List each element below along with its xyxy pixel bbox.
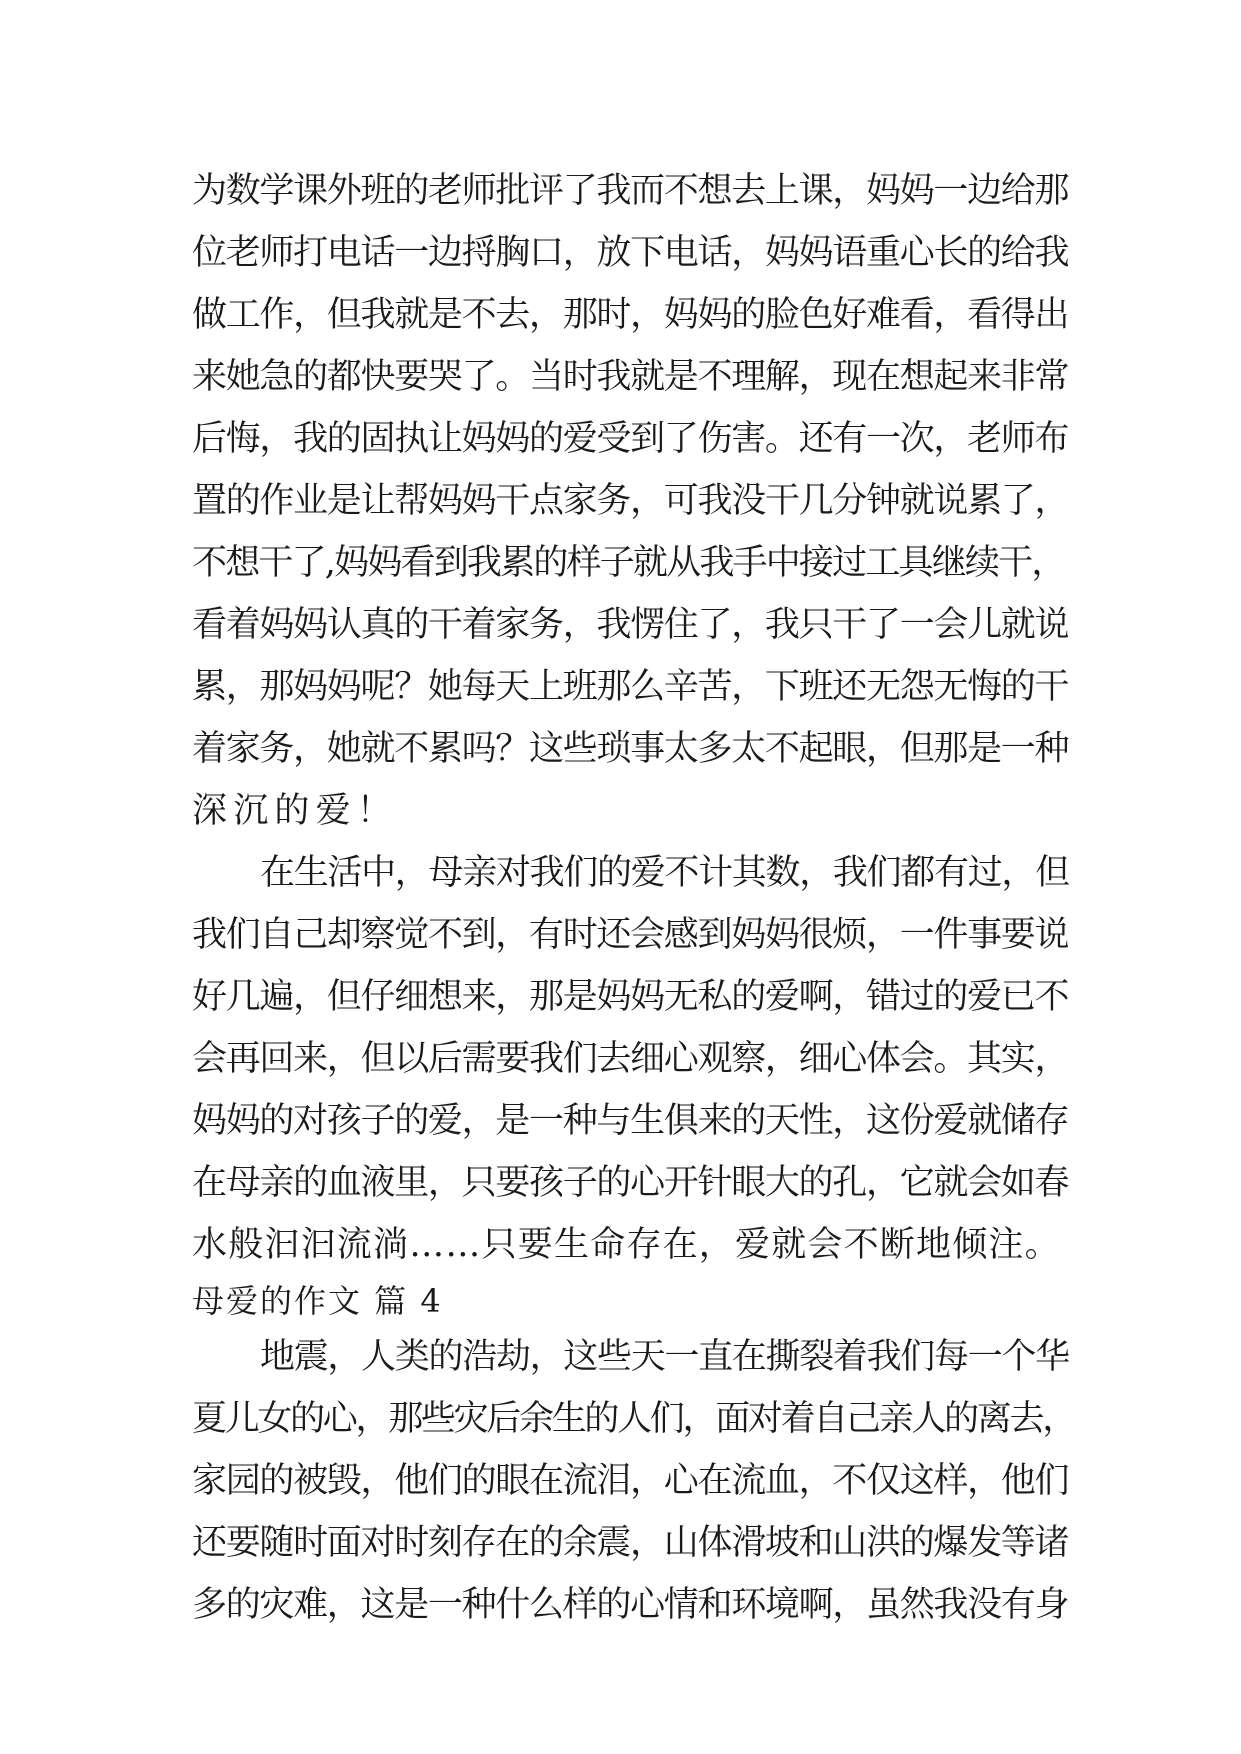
text-line: 我们自己却察觉不到，有时还会感到妈妈很烦，一件事要说 (192, 915, 1069, 955)
text-line: 深沉的爱！ (192, 791, 399, 831)
essay-text (192, 160, 1075, 1636)
text-line: 置的作业是让帮妈妈干点家务，可我没干几分钟就说累了， (192, 481, 1069, 521)
text-line: 累，那妈妈呢？她每天上班那么辛苦，下班还无怨无悔的干 (192, 667, 1069, 707)
text-line: 位老师打电话一边捋胸口，放下电话，妈妈语重心长的给我 (192, 233, 1069, 273)
text-line: 看着妈妈认真的干着家务，我愣住了，我只干了一会儿就说 (192, 605, 1069, 645)
text-line: 着家务，她就不累吗？这些琐事太多太不起眼，但那是一种 (192, 729, 1069, 769)
paragraph-first-line: 在生活中，母亲对我们的爱不计其数，我们都有过，但 (260, 853, 1069, 893)
text-line: 家园的被毁，他们的眼在流泪，心在流血，不仅这样，他们 (192, 1461, 1069, 1501)
text-line: 好几遍，但仔细想来，那是妈妈无私的爱啊，错过的爱已不 (192, 977, 1069, 1017)
text-line: 在母亲的血液里，只要孩子的心开针眼大的孔，它就会如春 (192, 1163, 1069, 1203)
text-line: 不想干了,妈妈看到我累的样子就从我手中接过工具继续干， (192, 543, 1065, 583)
text-line: 后悔，我的固执让妈妈的爱受到了伤害。还有一次，老师布 (192, 419, 1069, 459)
text-line: 还要随时面对时刻存在的余震，山体滑坡和山洪的爆发等诸 (192, 1523, 1069, 1563)
text-line: 妈妈的对孩子的爱，是一种与生俱来的天性，这份爱就储存 (192, 1101, 1069, 1141)
text-line: 夏儿女的心，那些灾后余生的人们，面对着自己亲人的离去， (192, 1399, 1075, 1439)
text-line: 做工作，但我就是不去，那时，妈妈的脸色好难看，看得出 (192, 295, 1069, 335)
paragraph-first-line: 地震，人类的浩劫，这些天一直在撕裂着我们每一个华 (260, 1337, 1069, 1377)
text-line: 为数学课外班的老师批评了我而不想去上课，妈妈一边给那 (192, 171, 1069, 211)
text-line: 会再回来，但以后需要我们去细心观察，细心体会。其实， (192, 1039, 1069, 1079)
text-line: 来她急的都快要哭了。当时我就是不理解，现在想起来非常 (192, 357, 1069, 397)
text-line: 多的灾难，这是一种什么样的心情和环境啊，虽然我没有身 (192, 1585, 1069, 1625)
section-heading: 母爱的作文 篇 4 (192, 1282, 443, 1320)
text-line: 水般汩汩流淌……只要生命存在，爱就会不断地倾注。 (192, 1225, 1061, 1265)
